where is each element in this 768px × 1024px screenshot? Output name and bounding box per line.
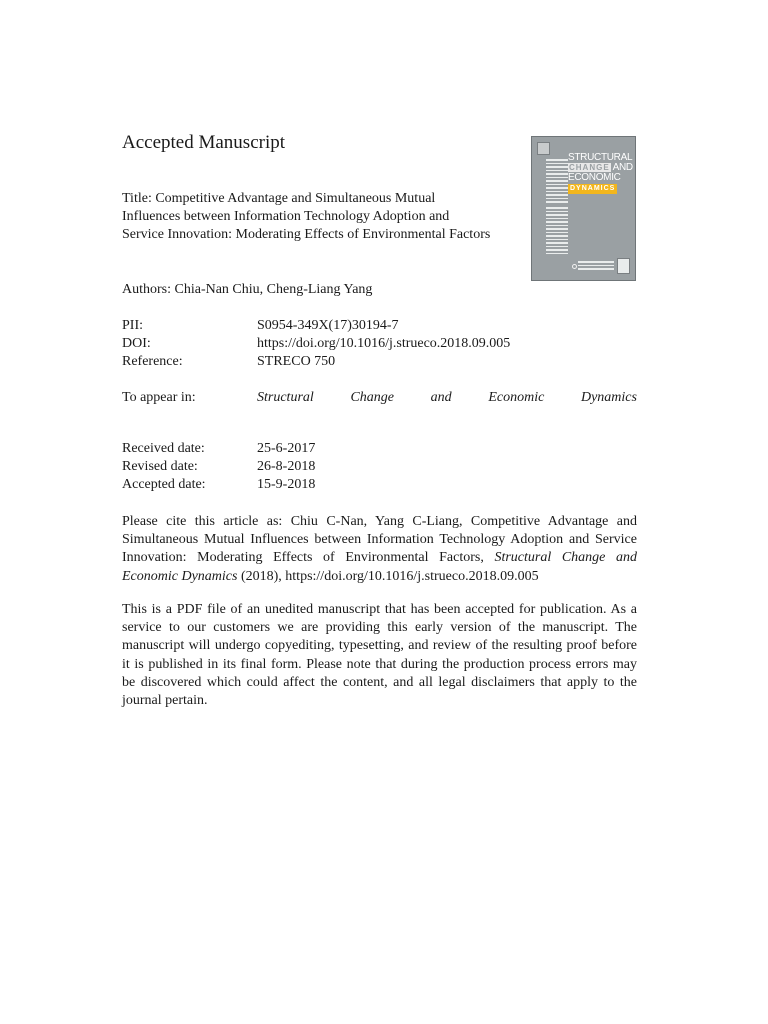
journal-word: Dynamics xyxy=(580,390,637,405)
journal-word: and xyxy=(430,390,452,405)
to-appear-in-row xyxy=(122,389,637,407)
to-appear-in-label: To appear in: xyxy=(122,390,196,405)
citation-journal: Structural Change and Economic Dynamics xyxy=(122,550,637,584)
accepted-date-value: 15-9-2018 xyxy=(257,477,316,492)
cover-title-line-1: STRUCTURAL xyxy=(568,152,633,163)
cover-title-line-4: ECONOMIC xyxy=(568,172,621,183)
pii-row xyxy=(122,317,510,335)
sciencedirect-icon xyxy=(572,264,577,269)
reference-value: STRECO 750 xyxy=(257,354,336,369)
cover-title-line-2: CHANGE xyxy=(569,163,610,172)
pii-label: PII: xyxy=(122,318,143,333)
cover-contents-column-lower xyxy=(546,207,568,256)
cover-title-line-5: DYNAMICS xyxy=(570,185,616,192)
doi-row xyxy=(122,335,510,353)
doi-label: DOI: xyxy=(122,336,151,351)
revised-date-value: 26-8-2018 xyxy=(257,459,316,474)
journal-word: Change xyxy=(350,390,394,405)
citation-paragraph xyxy=(122,513,637,586)
article-identifiers xyxy=(122,317,510,371)
publisher-tree-icon xyxy=(537,142,550,155)
accepted-date-label: Accepted date: xyxy=(122,477,206,492)
article-dates xyxy=(122,440,315,494)
received-date-row xyxy=(122,440,315,458)
cover-title xyxy=(568,153,634,194)
journal-name xyxy=(257,389,637,407)
journal-word: Structural xyxy=(257,390,314,405)
journal-word: Economic xyxy=(488,390,545,405)
revised-date-row xyxy=(122,458,315,476)
article-title: Title: Competitive Advantage and Simultaneous Mutual Influences between Information Technology Adoption and Service Innovation: Moderating Effects of Environmental Factors xyxy=(122,191,491,243)
citation-tail: (2018), https://doi.org/10.1016/j.strueco.2018.09.005 xyxy=(237,568,539,584)
journal-cover-image xyxy=(531,136,636,281)
reference-label: Reference: xyxy=(122,354,183,369)
cover-availability-text xyxy=(578,261,614,272)
received-date-label: Received date: xyxy=(122,441,205,456)
page-heading: Accepted Manuscript xyxy=(122,132,286,153)
cover-title-line-3: AND xyxy=(612,162,633,173)
cover-contents-column xyxy=(546,159,568,205)
pii-value: S0954-349X(17)30194-7 xyxy=(257,318,399,333)
reference-row xyxy=(122,353,510,371)
publisher-logo-icon xyxy=(617,258,630,274)
doi-link[interactable]: https://doi.org/10.1016/j.strueco.2018.09.005 xyxy=(257,336,511,351)
citation-lead: Please cite this article as: Chiu C-Nan, Yang C-Liang, Competitive Advantage and Simultaneous Mutual Influences between Information Technology Adoption and Service Innovation: Moderating Effects of Environmental Factors, xyxy=(122,514,637,566)
received-date-value: 25-6-2017 xyxy=(257,441,316,456)
article-authors: Authors: Chia-Nan Chiu, Cheng-Liang Yang xyxy=(122,282,373,297)
revised-date-label: Revised date: xyxy=(122,459,198,474)
accepted-date-row xyxy=(122,476,315,494)
disclaimer-paragraph: This is a PDF file of an unedited manuscript that has been accepted for publication. As a service to our customers we are providing this early version of the manuscript. The manuscript will undergo copyediting, typesetting, and review of the resulting proof before it is published in its final form. Please note that during the production process errors may be discovered which could affect the content, and all legal disclaimers that apply to the journal pertain. xyxy=(122,602,637,709)
